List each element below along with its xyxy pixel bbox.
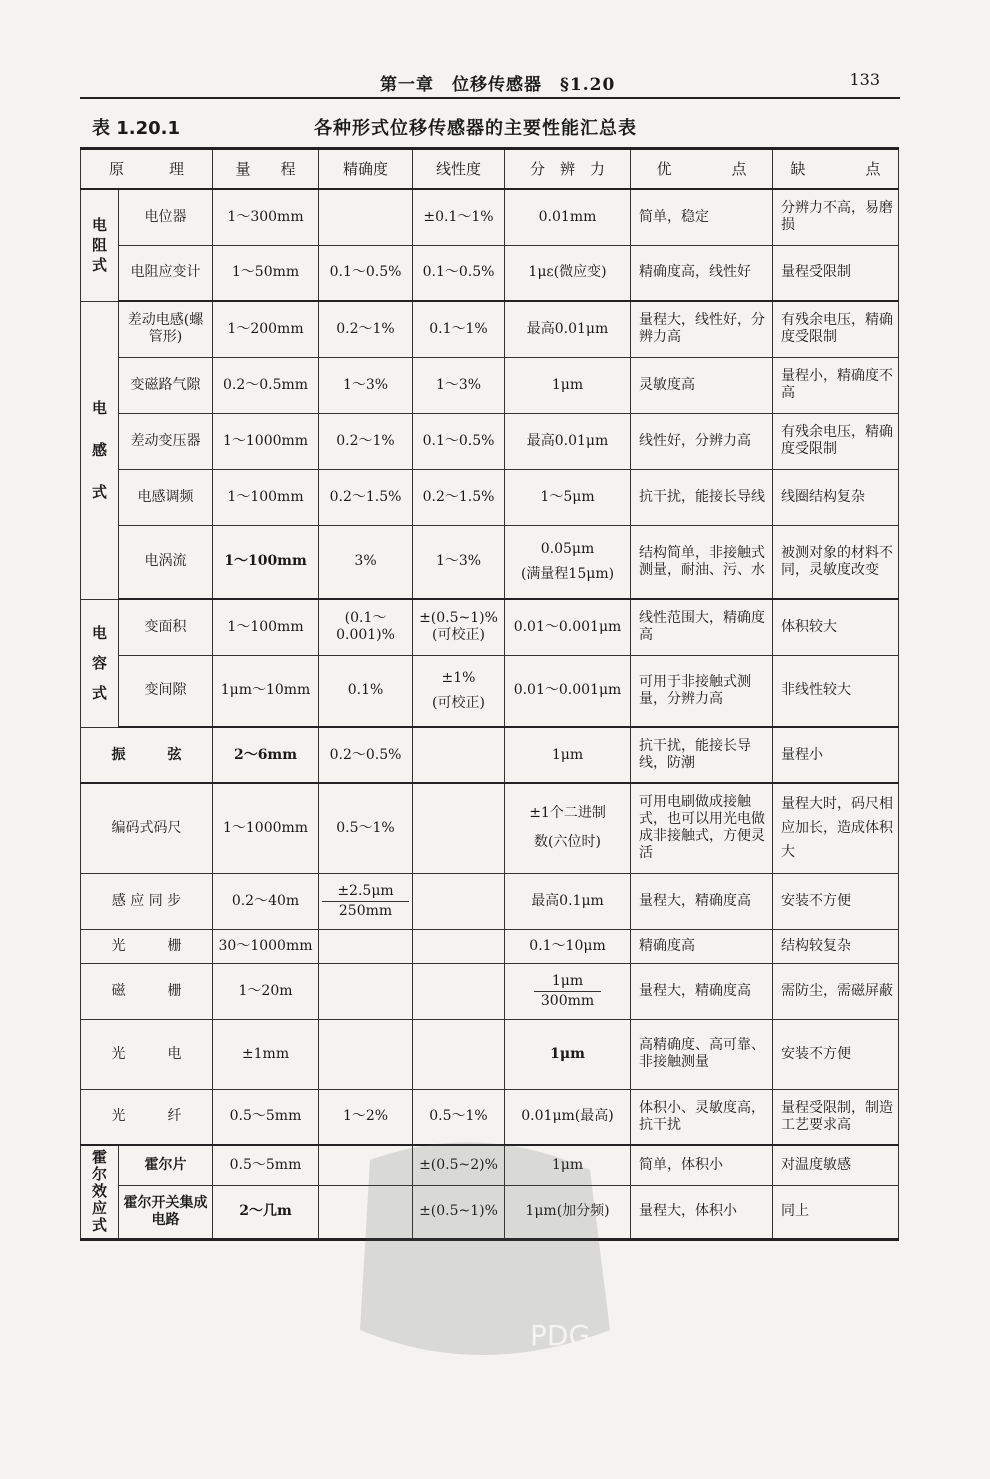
row-name: 编码式码尺 <box>81 783 213 873</box>
row-cons: 线圈结构复杂 <box>773 469 899 525</box>
row-pros: 体积小、灵敏度高，抗干扰 <box>631 1089 773 1145</box>
row-name: 差动电感(螺管形) <box>119 301 213 357</box>
row-accuracy <box>319 189 413 245</box>
watermark-text: PDG <box>530 1319 591 1352</box>
row-pros: 线性范围大，精确度高 <box>631 599 773 655</box>
row-resolution: 1～5μm <box>505 469 631 525</box>
table-row <box>81 599 899 655</box>
row-resolution: 0.01～0.001μm <box>505 599 631 655</box>
row-pros: 抗干扰，能接长导线，防潮 <box>631 727 773 783</box>
table-row <box>81 301 899 357</box>
table-row <box>81 469 899 525</box>
row-range: 1μm～10mm <box>213 655 319 727</box>
page-header <box>80 70 900 96</box>
table-row <box>81 525 899 599</box>
row-name: 变间隙 <box>119 655 213 727</box>
row-linearity: ±(0.5~1)% (可校正) <box>413 599 505 655</box>
row-linearity <box>413 873 505 929</box>
row-cons: 有残余电压，精确度受限制 <box>773 301 899 357</box>
group-hall: 霍尔效应式 <box>81 1145 119 1239</box>
row-linearity <box>413 963 505 1019</box>
row-linearity: 0.2～1.5% <box>413 469 505 525</box>
row-pros: 量程大，线性好，分辨力高 <box>631 301 773 357</box>
table-row <box>81 1019 899 1089</box>
row-range: 30～1000mm <box>213 929 319 963</box>
row-linearity <box>413 727 505 783</box>
row-resolution: 1μm(加分频) <box>505 1185 631 1239</box>
row-resolution: 0.1～10μm <box>505 929 631 963</box>
table-row <box>81 1185 899 1239</box>
row-range: 2～几m <box>213 1185 319 1239</box>
row-range: 1～300mm <box>213 189 319 245</box>
header-rule <box>80 97 900 99</box>
row-accuracy <box>319 929 413 963</box>
row-resolution: 最高0.01μm <box>505 413 631 469</box>
row-linearity: ±(0.5~1)% <box>413 1185 505 1239</box>
row-linearity: 0.1～1% <box>413 301 505 357</box>
row-range: 1～1000mm <box>213 783 319 873</box>
row-range: 1～100mm <box>213 525 319 599</box>
row-pros: 量程大，精确度高 <box>631 873 773 929</box>
row-resolution: 1μm <box>505 357 631 413</box>
row-resolution: 1με(微应变) <box>505 245 631 301</box>
row-pros: 结构简单，非接触式测量，耐油、污、水 <box>631 525 773 599</box>
table-row <box>81 783 899 873</box>
row-resolution: 0.05μm (满量程15μm) <box>505 525 631 599</box>
row-linearity: 0.5～1% <box>413 1089 505 1145</box>
row-cons: 需防尘，需磁屏蔽 <box>773 963 899 1019</box>
row-accuracy: 0.1～0.5% <box>319 245 413 301</box>
table-row <box>81 963 899 1019</box>
row-pros: 精确度高，线性好 <box>631 245 773 301</box>
row-name: 光 电 <box>81 1019 213 1089</box>
performance-table <box>80 147 899 1241</box>
row-accuracy: ±2.5μm 250mm <box>319 873 413 929</box>
table-caption <box>86 114 896 142</box>
row-pros: 精确度高 <box>631 929 773 963</box>
row-name: 差动变压器 <box>119 413 213 469</box>
row-pros: 量程大，精确度高 <box>631 963 773 1019</box>
row-name: 变磁路气隙 <box>119 357 213 413</box>
col-pros: 优 点 <box>631 149 773 190</box>
row-linearity: 0.1～0.5% <box>413 245 505 301</box>
row-accuracy: 0.2～0.5% <box>319 727 413 783</box>
row-range: ±1mm <box>213 1019 319 1089</box>
row-accuracy: 0.5～1% <box>319 783 413 873</box>
table-row <box>81 929 899 963</box>
row-name: 光 栅 <box>81 929 213 963</box>
row-accuracy: 3% <box>319 525 413 599</box>
row-name: 变面积 <box>119 599 213 655</box>
row-accuracy: 0.2～1% <box>319 413 413 469</box>
row-name: 振 弦 <box>81 727 213 783</box>
row-cons: 量程大时，码尺相应加长，造成体积大 <box>773 783 899 873</box>
row-accuracy <box>319 1185 413 1239</box>
table-row <box>81 189 899 245</box>
row-accuracy: 0.2～1.5% <box>319 469 413 525</box>
row-cons: 量程受限制 <box>773 245 899 301</box>
table-number: 表 1.20.1 <box>92 118 181 139</box>
row-pros: 可用于非接触式测量，分辨力高 <box>631 655 773 727</box>
row-resolution: 最高0.1μm <box>505 873 631 929</box>
row-range: 1～100mm <box>213 599 319 655</box>
row-resolution: 1μm <box>505 1145 631 1185</box>
row-resolution: 最高0.01μm <box>505 301 631 357</box>
table-row <box>81 873 899 929</box>
table-row <box>81 413 899 469</box>
table-row <box>81 655 899 727</box>
row-linearity: 1～3% <box>413 525 505 599</box>
row-range: 0.5～5mm <box>213 1145 319 1185</box>
row-cons: 对温度敏感 <box>773 1145 899 1185</box>
row-range: 1～20m <box>213 963 319 1019</box>
row-range: 0.2～0.5mm <box>213 357 319 413</box>
col-cons: 缺 点 <box>773 149 899 190</box>
table-row <box>81 1089 899 1145</box>
row-name: 霍尔开关集成电路 <box>119 1185 213 1239</box>
row-cons: 量程小 <box>773 727 899 783</box>
row-pros: 量程大，体积小 <box>631 1185 773 1239</box>
group-resistance: 电阻式 <box>81 189 119 301</box>
row-accuracy: 1～3% <box>319 357 413 413</box>
row-resolution: 0.01～0.001μm <box>505 655 631 727</box>
row-cons: 同上 <box>773 1185 899 1239</box>
row-pros: 简单，稳定 <box>631 189 773 245</box>
row-linearity: 1～3% <box>413 357 505 413</box>
row-accuracy <box>319 963 413 1019</box>
col-linearity: 线性度 <box>413 149 505 190</box>
row-resolution: 1μm 300mm <box>505 963 631 1019</box>
col-accuracy: 精确度 <box>319 149 413 190</box>
row-cons: 体积较大 <box>773 599 899 655</box>
col-principle: 原 理 <box>81 149 213 190</box>
table-row <box>81 357 899 413</box>
row-range: 0.2～40m <box>213 873 319 929</box>
row-cons: 有残余电压，精确度受限制 <box>773 413 899 469</box>
row-range: 1～1000mm <box>213 413 319 469</box>
row-cons: 分辨力不高，易磨损 <box>773 189 899 245</box>
row-name: 感 应 同 步 <box>81 873 213 929</box>
row-pros: 线性好，分辨力高 <box>631 413 773 469</box>
row-linearity <box>413 929 505 963</box>
row-pros: 简单，体积小 <box>631 1145 773 1185</box>
row-range: 1～100mm <box>213 469 319 525</box>
row-name: 磁 栅 <box>81 963 213 1019</box>
performance-table-wrap <box>80 147 898 1241</box>
row-cons: 安装不方便 <box>773 873 899 929</box>
row-name: 电感调频 <box>119 469 213 525</box>
col-resolution: 分 辨 力 <box>505 149 631 190</box>
table-row <box>81 245 899 301</box>
row-range: 1～50mm <box>213 245 319 301</box>
col-range: 量 程 <box>213 149 319 190</box>
row-linearity: ±(0.5~2)% <box>413 1145 505 1185</box>
row-resolution: ±1个二进制 数(六位时) <box>505 783 631 873</box>
row-accuracy <box>319 1019 413 1089</box>
row-accuracy: 1～2% <box>319 1089 413 1145</box>
table-title: 各种形式位移传感器的主要性能汇总表 <box>314 118 637 139</box>
table-row <box>81 727 899 783</box>
row-cons: 结构较复杂 <box>773 929 899 963</box>
row-linearity: ±0.1～1% <box>413 189 505 245</box>
row-name: 电阻应变计 <box>119 245 213 301</box>
row-linearity: ±1% (可校正) <box>413 655 505 727</box>
row-resolution: 1μm <box>505 727 631 783</box>
table-header-row <box>81 149 899 190</box>
group-inductance: 电感式 <box>81 301 119 599</box>
chapter-title: 第一章 位移传感器 §1.20 <box>380 75 616 95</box>
row-cons: 量程小，精确度不高 <box>773 357 899 413</box>
row-name: 电位器 <box>119 189 213 245</box>
row-resolution: 0.01mm <box>505 189 631 245</box>
row-linearity <box>413 1019 505 1089</box>
row-accuracy: 0.2～1% <box>319 301 413 357</box>
row-name: 霍尔片 <box>119 1145 213 1185</box>
row-pros: 抗干扰，能接长导线 <box>631 469 773 525</box>
page-number: 133 <box>849 70 880 89</box>
row-pros: 高精确度、高可靠、非接触测量 <box>631 1019 773 1089</box>
row-accuracy: 0.1% <box>319 655 413 727</box>
row-cons: 被测对象的材料不同，灵敏度改变 <box>773 525 899 599</box>
row-cons: 量程受限制，制造工艺要求高 <box>773 1089 899 1145</box>
row-accuracy <box>319 1145 413 1185</box>
row-cons: 非线性较大 <box>773 655 899 727</box>
row-range: 2～6mm <box>213 727 319 783</box>
row-pros: 灵敏度高 <box>631 357 773 413</box>
table-row <box>81 1145 899 1185</box>
row-linearity: 0.1～0.5% <box>413 413 505 469</box>
row-name: 光 纤 <box>81 1089 213 1145</box>
row-range: 1～200mm <box>213 301 319 357</box>
row-linearity <box>413 783 505 873</box>
row-pros: 可用电刷做成接触式，也可以用光电做成非接触式，方便灵活 <box>631 783 773 873</box>
row-resolution: 0.01μm(最高) <box>505 1089 631 1145</box>
row-resolution: 1μm <box>505 1019 631 1089</box>
row-name: 电涡流 <box>119 525 213 599</box>
row-accuracy: (0.1～0.001)% <box>319 599 413 655</box>
row-cons: 安装不方便 <box>773 1019 899 1089</box>
group-capacitance: 电容式 <box>81 599 119 727</box>
row-range: 0.5～5mm <box>213 1089 319 1145</box>
